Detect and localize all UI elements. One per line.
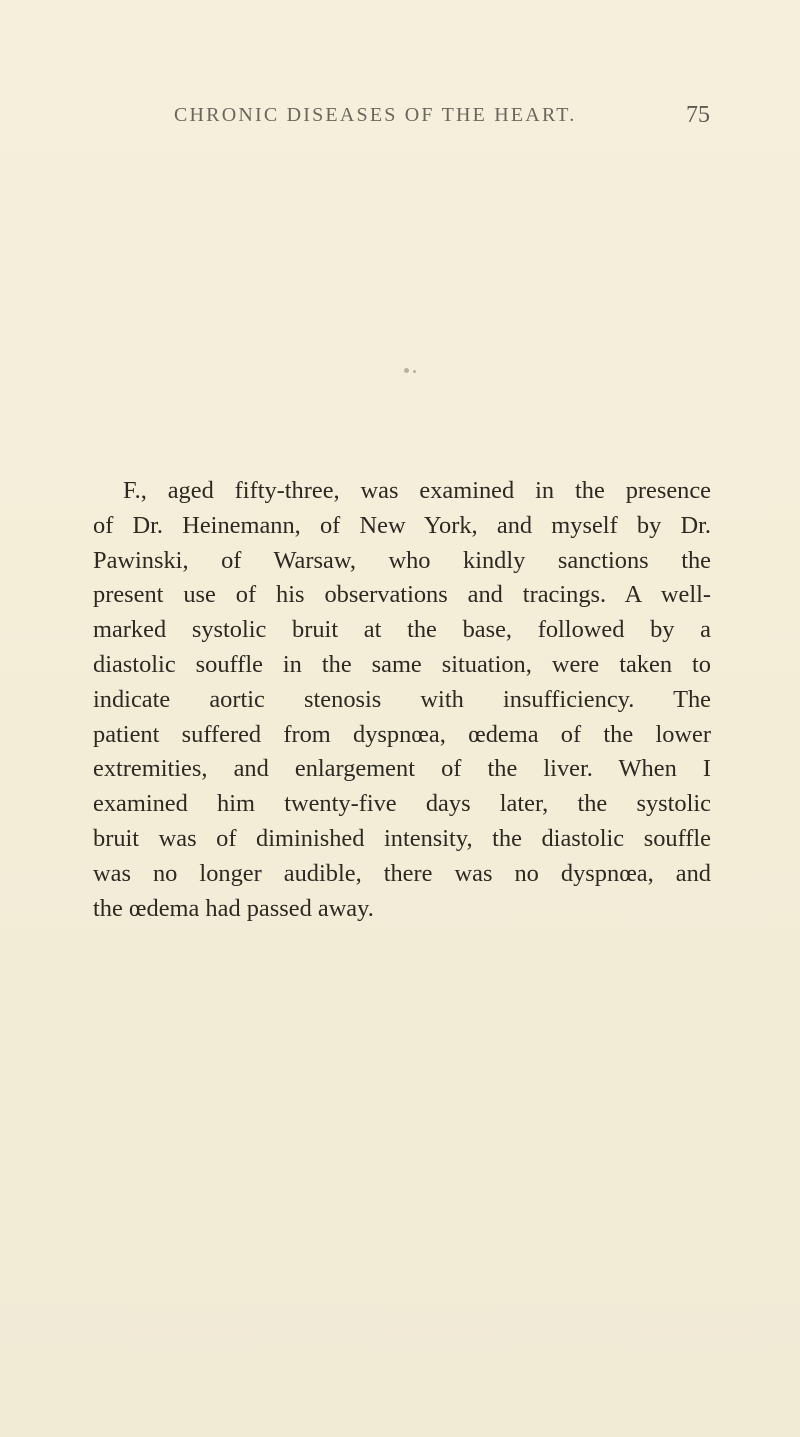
paragraph-line: Pawinski, of Warsaw, who kindly sanctions the <box>93 546 711 574</box>
paragraph-line: of Dr. Heinemann, of New York, and myself by Dr. <box>93 511 711 539</box>
body-paragraph <box>93 474 711 926</box>
paper-speck <box>413 370 416 373</box>
paragraph-line: extremities, and enlargement of the liver. When I <box>93 755 711 783</box>
paragraph-line: indicate aortic stenosis with insufficiency. The <box>93 685 711 713</box>
paragraph-line: F., aged fifty-three, was examined in the presence <box>123 477 711 504</box>
paragraph-line: present use of his observations and tracings. A well- <box>93 581 711 609</box>
paragraph-line: examined him twenty-five days later, the systolic <box>93 790 711 818</box>
paper-speck <box>404 368 409 373</box>
paragraph-line: bruit was of diminished intensity, the diastolic souffle <box>93 824 711 852</box>
paragraph-line: patient suffered from dyspnœa, œdema of the lower <box>93 720 711 748</box>
paragraph-line: marked systolic bruit at the base, followed by a <box>93 616 711 644</box>
running-title: CHRONIC DISEASES OF THE HEART. <box>174 104 577 126</box>
page-number: 75 <box>686 102 710 128</box>
paragraph-line: diastolic souffle in the same situation, were taken to <box>93 650 711 678</box>
paragraph-line: was no longer audible, there was no dyspnœa, and <box>93 859 711 887</box>
paragraph-line: the œdema had passed away. <box>93 894 374 922</box>
running-head <box>90 104 710 134</box>
